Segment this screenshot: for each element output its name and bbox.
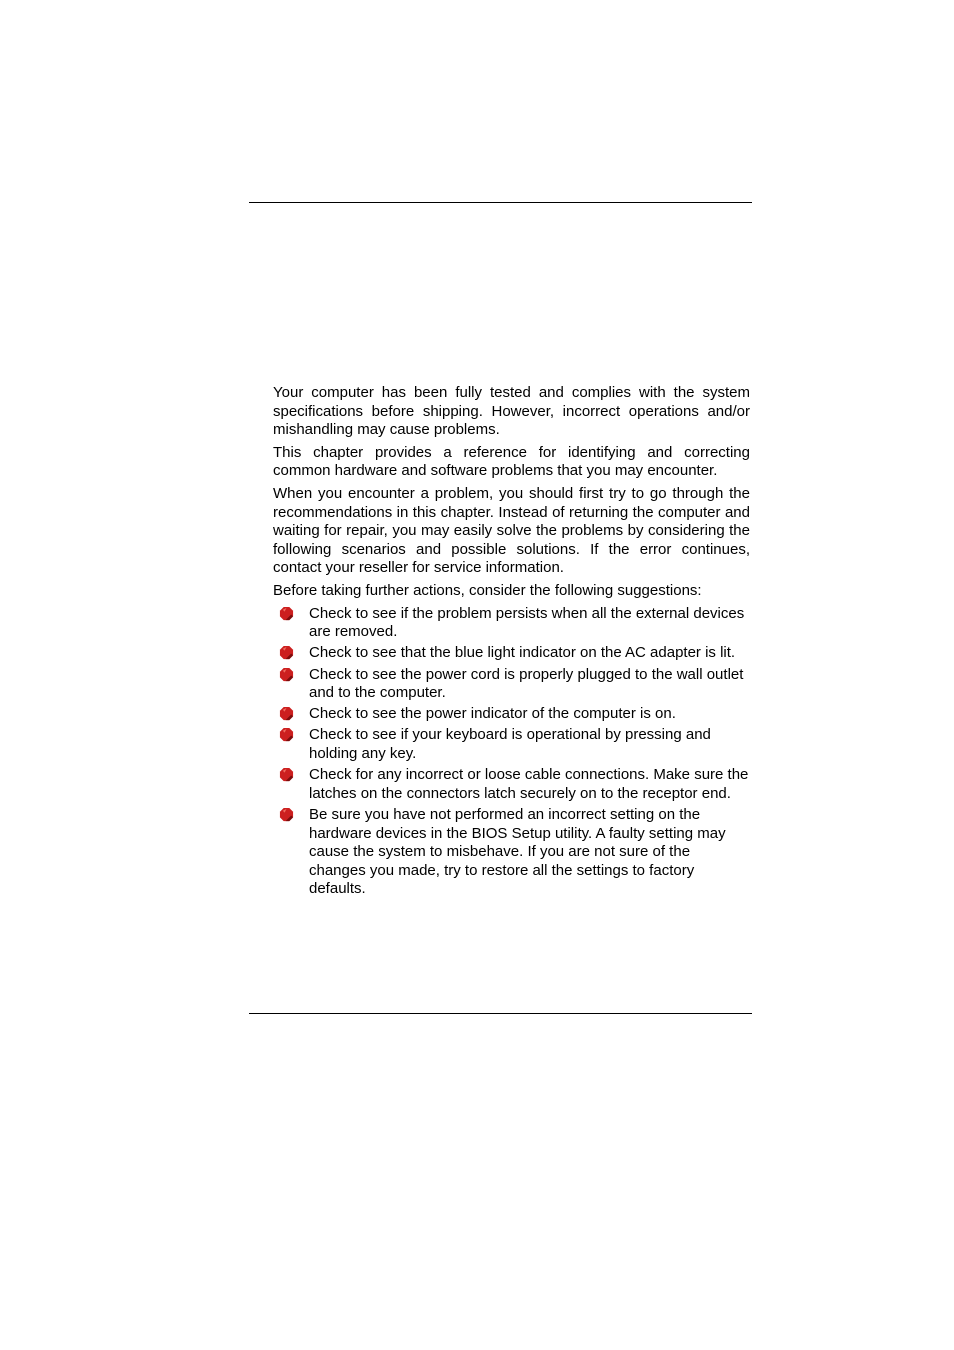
red-ball-bullet-icon xyxy=(279,667,294,682)
chapter-purpose-paragraph: This chapter provides a reference for identifying and correcting common hardware and software problems that you may encounter. xyxy=(273,443,750,480)
suggestion-text: Be sure you have not performed an incorrect setting on the hardware devices in the BIOS Setup utility. A faulty setting may cause the system to misbehave. If you are not sure of the changes you made, try to restore all the settings to factory defaults. xyxy=(309,806,726,898)
intro-paragraph: Your computer has been fully tested and complies with the system specifications before shipping. However, incorrect operations and/or mishandling may cause problems. xyxy=(273,384,750,439)
suggestion-text: Check to see if the problem persists when all the external devices are removed. xyxy=(309,604,745,641)
list-item xyxy=(273,605,750,642)
list-item xyxy=(273,666,750,703)
suggestion-text: Check to see that the blue light indicator on the AC adapter is lit. xyxy=(309,644,736,662)
list-item xyxy=(273,726,750,763)
suggestion-text: Check to see the power indicator of the computer is on. xyxy=(309,705,676,723)
list-item xyxy=(273,766,750,803)
suggestion-text: Check to see the power cord is properly plugged to the wall outlet and to the computer. xyxy=(309,665,744,702)
red-ball-bullet-icon xyxy=(279,727,294,742)
suggestions-lead-in: Before taking further actions, consider the following suggestions: xyxy=(273,581,702,599)
page-body xyxy=(273,384,750,902)
suggestion-text: Check to see if your keyboard is operational by pressing and holding any key. xyxy=(309,726,711,763)
list-item xyxy=(273,644,750,663)
list-item xyxy=(273,705,750,724)
red-ball-bullet-icon xyxy=(279,645,294,660)
red-ball-bullet-icon xyxy=(279,807,294,822)
approach-paragraph: When you encounter a problem, you should first try to go through the recommendations in this chapter. Instead of returning the computer and waiting for repair, you may easily solve the problems by considering the following scenarios and possible solutions. If the error continues, contact your reseller for service information. xyxy=(273,484,750,577)
list-item xyxy=(273,806,750,899)
footer-rule xyxy=(249,1013,752,1014)
red-ball-bullet-icon xyxy=(279,706,294,721)
red-ball-bullet-icon xyxy=(279,767,294,782)
header-rule xyxy=(249,202,752,203)
suggestion-text: Check for any incorrect or loose cable connections. Make sure the latches on the connectors latch securely on to the receptor end. xyxy=(309,766,749,802)
red-ball-bullet-icon xyxy=(279,606,294,621)
suggestion-list xyxy=(273,605,750,899)
